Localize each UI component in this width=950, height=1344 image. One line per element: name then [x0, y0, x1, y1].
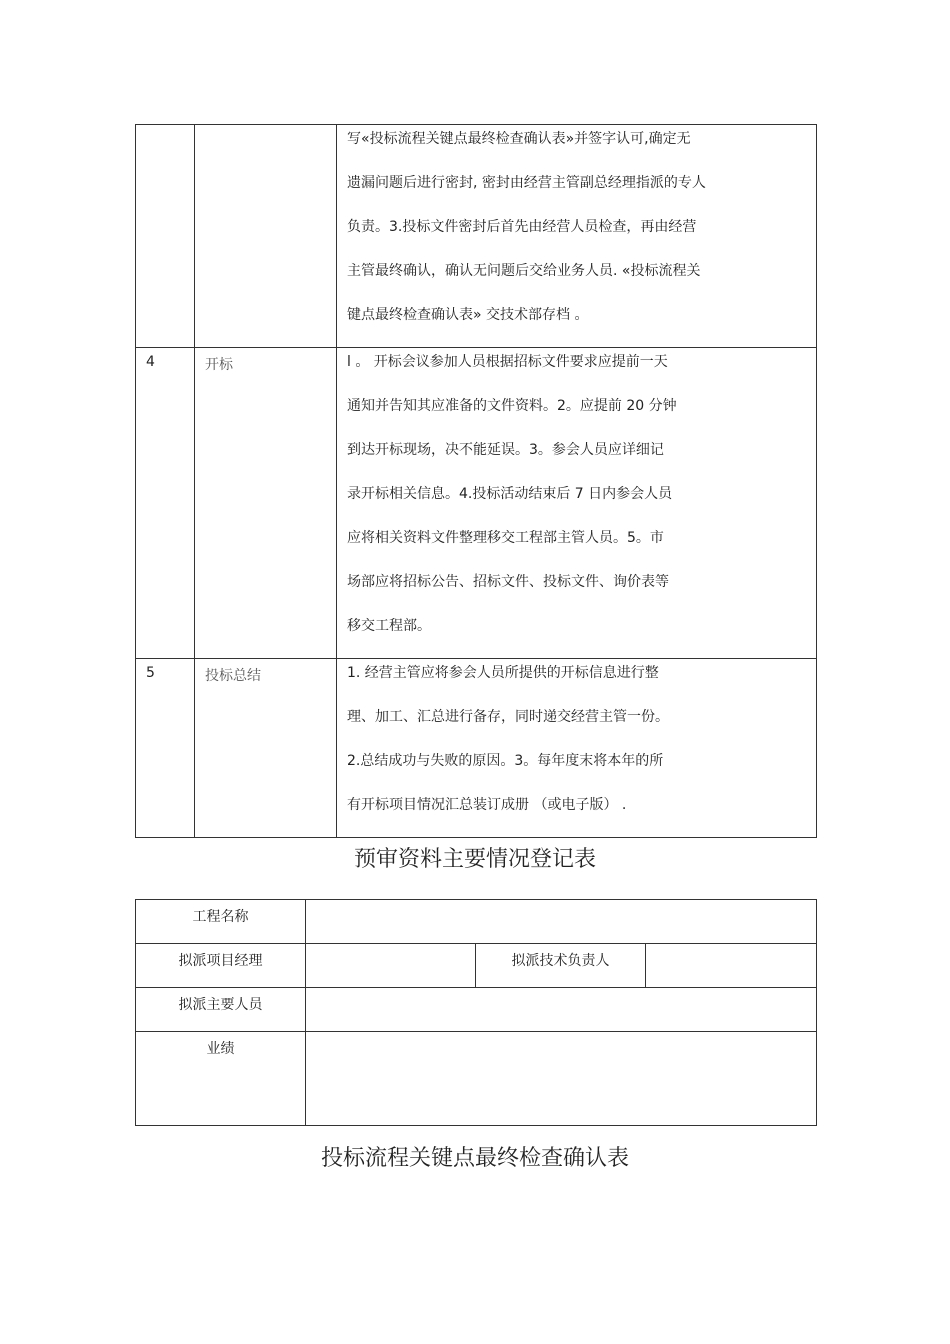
description-line: 主管最终确认，确认无问题后交给业务人员. «投标流程关: [347, 263, 701, 279]
key-staff-label: 拟派主要人员: [136, 988, 306, 1032]
project-manager-label: 拟派项目经理: [136, 944, 306, 988]
table-row: [136, 125, 817, 348]
step-name-cell: [195, 125, 337, 348]
description-line: 1. 经营主管应将参会人员所提供的开标信息进行整: [347, 665, 659, 681]
description-line: 通知并告知其应准备的文件资料。2。应提前 20 分钟: [347, 398, 677, 414]
description-line: 写«投标流程关键点最终检查确认表»并签字认可,确定无: [347, 131, 691, 147]
project-name-field: [306, 900, 817, 944]
performance-field: [306, 1032, 817, 1126]
table-row: [136, 1032, 817, 1126]
description-line: 有开标项目情况汇总装订成册 （或电子版） .: [347, 797, 627, 813]
bidding-process-table: [135, 124, 817, 838]
step-description-cell: [337, 659, 817, 838]
step-name-cell: 投标总结: [195, 659, 337, 838]
description-line: 遗漏问题后进行密封, 密封由经营主管副总经理指派的专人: [347, 175, 706, 191]
description-line: 理、加工、汇总进行备存，同时递交经营主管一份。: [347, 709, 669, 725]
table-row: [136, 348, 817, 659]
project-name-label: 工程名称: [136, 900, 306, 944]
step-description-cell: [337, 348, 817, 659]
table-row: [136, 944, 817, 988]
register-table-title: 预审资料主要情况登记表: [353, 847, 596, 872]
description-line: l 。 开标会议参加人员根据招标文件要求应提前一天: [347, 354, 668, 370]
performance-label: 业绩: [136, 1032, 306, 1126]
technical-lead-label: 拟派技术负责人: [476, 944, 646, 988]
step-name-cell: 开标: [195, 348, 337, 659]
description-line: 2.总结成功与失败的原因。3。每年度末将本年的所: [347, 753, 664, 769]
table-row: [136, 659, 817, 838]
step-number-cell: 5: [136, 659, 195, 838]
key-staff-field: [306, 988, 817, 1032]
step-number-cell: [136, 125, 195, 348]
step-description-cell: [337, 125, 817, 348]
description-line: 应将相关资料文件整理移交工程部主管人员。5。市: [347, 530, 664, 546]
table-row: [136, 988, 817, 1032]
step-number-cell: 4: [136, 348, 195, 659]
description-line: 录开标相关信息。4.投标活动结束后 7 日内参会人员: [347, 486, 673, 502]
description-line: 键点最终检查确认表» 交技术部存档 。: [347, 307, 589, 323]
checklist-title: 投标流程关键点最终检查确认表: [320, 1146, 629, 1171]
description-line: 场部应将招标公告、招标文件、投标文件、询价表等: [347, 574, 669, 590]
pre-qualification-register-table: [135, 899, 817, 1126]
description-line: 移交工程部。: [347, 618, 431, 634]
table-row: [136, 900, 817, 944]
description-line: 到达开标现场，决不能延误。3。参会人员应详细记: [347, 442, 664, 458]
description-line: 负责。3.投标文件密封后首先由经营人员检查，再由经营: [347, 219, 697, 235]
technical-lead-field: [646, 944, 817, 988]
project-manager-field: [306, 944, 476, 988]
